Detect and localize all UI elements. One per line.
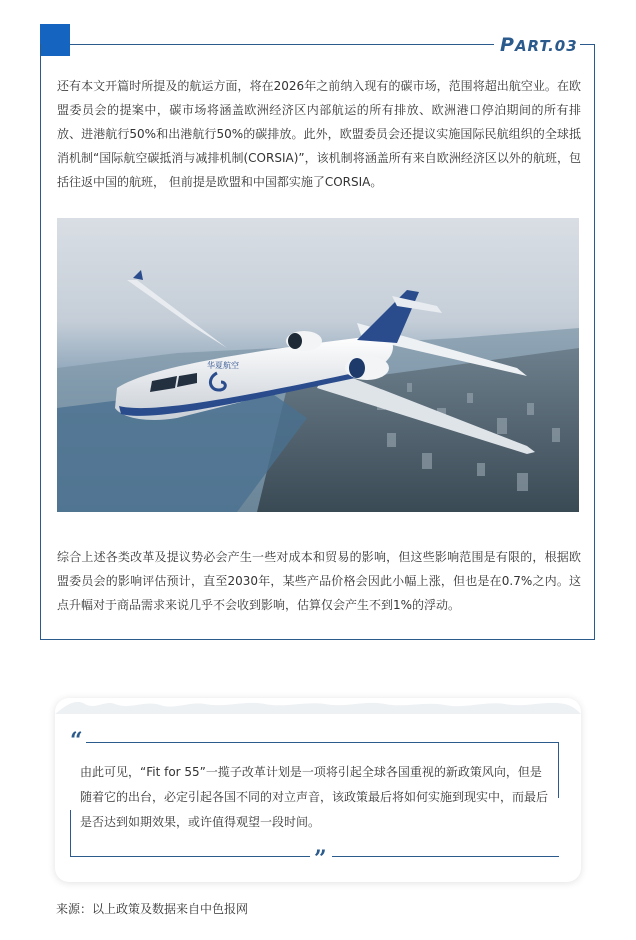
quote-open-mark: “ [70, 728, 83, 754]
paragraph-shipping: 还有本文开篇时所提及的航运方面，将在2026年之前纳入现有的碳市场，范围将超出航空业。在欧盟委员会的提案中，碳市场将涵盖欧洲经济区内部航运的所有排放、欧洲港口停泊期间的所有排放、进港航行50%和出港航行50%的碳排放。此外，欧盟委员会还提议实施国际民航组织的全球抵消机制“国际航空碳抵消与减排机制(CORSIA)”，该机制将涵盖所有来自欧洲经济区以外的航班，包括往返中国的航班， 但前提是欧盟和中国都实施了CORSIA。 [57, 79, 581, 189]
quote-rule-left [70, 810, 71, 856]
quote-close-mark: ” [314, 846, 327, 872]
quote-rule-bottom-right [332, 856, 559, 857]
quote-rule-top [86, 742, 559, 743]
part-label-text: ART.03 [514, 37, 578, 55]
source-note: 来源：以上政策及数据来自中色报网 [56, 902, 249, 916]
quote-text: 由此可见，“Fit for 55”一揽子改革计划是一项将引起全球各国重视的新政策风向，但是随着它的出台，必定引起各国不同的对立声音，该政策最后将如何实施到现实中，而最后是否达到如期效果，或许值得观望一段时间。 [80, 765, 549, 829]
paragraph-impact: 综合上述各类改革及提议势必会产生一些对成本和贸易的影响，但这些影响范围是有限的，根据欧盟委员会的影响评估预计，直至2030年，某些产品价格会因此小幅上涨，但也是在0.7%之内。这点升幅对于商品需求来说几乎不会收到影响，估算仅会产生不到1%的浮动。 [57, 550, 581, 612]
airplane-photo [57, 218, 579, 512]
quote-card-torn-edge [55, 698, 581, 714]
part-label-initial: P [500, 34, 515, 56]
quote-rule-bottom [70, 856, 310, 857]
airline-name-text: 华夏航空 [207, 361, 239, 370]
airplane-illustration [57, 218, 579, 512]
quote-rule-right [558, 742, 559, 798]
